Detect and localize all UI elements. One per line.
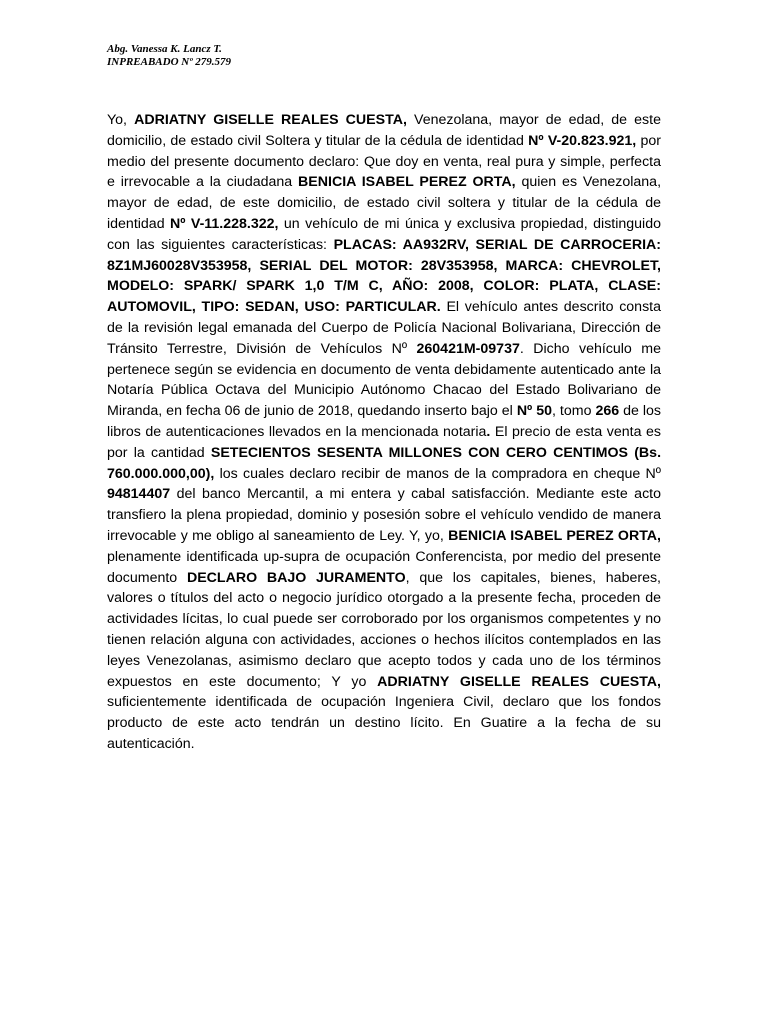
text-run: plenamente identificada up-supra de ocupación Conferencista, por medio del presente documento [107, 548, 661, 586]
bold-text-run: Nº 50 [516, 403, 552, 420]
text-run: El vehículo antes descrito consta de la revisión legal emanada del Cuerpo de Policía Nacional Bolivariana, Dirección de Tránsito Terrestre, División de Vehículos Nº [107, 299, 661, 357]
bold-text-run: . [486, 423, 491, 440]
text-run: El precio de esta venta es por la cantidad [107, 423, 661, 461]
text-run: Venezolana, mayor de edad, de este domicilio, de estado civil Soltera y titular de la cédula de identidad [107, 112, 661, 149]
attorney-header [107, 43, 231, 69]
bold-text-run: Nº V-11.228.322, [170, 215, 279, 232]
text-run: del banco Mercantil, a mi entera y cabal satisfacción. Mediante este acto transfiero la plena propiedad, dominio y posesión sobre el vehículo vendido de manera irrevocable y me obligo al saneamiento de Ley. Y, yo, [107, 486, 661, 544]
bold-text-run: PLACAS: AA932RV, SERIAL DE CARROCERIA: 8Z1MJ60028V353958, SERIAL DEL MOTOR: 28V353958, MARCA: CHEVROLET, MODELO: SPARK/ SPARK 1,0 T/M C, AÑO: 2008, COLOR: PLATA, CLASE: AUTOMOVIL, TIPO: SEDAN, USO: PARTICULAR. [107, 236, 661, 316]
text-run: Yo, [107, 112, 135, 128]
bold-text-run: Nº V-20.823.921, [528, 132, 637, 149]
bold-text-run: BENICIA ISABEL PEREZ ORTA, [448, 527, 661, 544]
bold-text-run: ADRIATNY GISELLE REALES CUESTA, [134, 112, 407, 128]
text-run: , tomo [552, 403, 596, 420]
text-run: de los libros de autenticaciones llevados en la mencionada notaria [107, 403, 661, 440]
bold-text-run: DECLARO BAJO JURAMENTO [186, 569, 406, 586]
bold-text-run: ADRIATNY GISELLE REALES CUESTA, [377, 673, 661, 690]
text-run: , que los capitales, bienes, haberes, valores o títulos del acto o negocio jurídico otorgado a la presente fecha, proceden de actividades lícitas, lo cual puede ser corroborado por los organismos competentes y no tienen relación alguna con actividades, acciones o hechos ilícitos contemplados en las leyes Venezolanas, asimismo declaro que acepto todos y cada uno de los términos expuestos en este documento; Y yo [107, 569, 662, 690]
text-run: . Dicho vehículo me pertenece según se evidencia en documento de venta debidamente autenticado ante la Notaría Pública Octava del Municipio Autónomo Chacao del Estado Bolivariano de Miranda, en fecha 06 de junio de 2018, quedando inserto bajo el [107, 340, 661, 420]
text-run: un vehículo de mi única y exclusiva propiedad, distinguido con las siguientes características: [107, 215, 661, 253]
bold-text-run: 260421M-09737 [416, 340, 520, 357]
bold-text-run: SETECIENTOS SESENTA MILLONES CON CERO CENTIMOS (Bs. 760.000.000,00), [107, 444, 662, 482]
bold-text-run: 94814407 [107, 486, 171, 503]
inpreabado-number: INPREABADO Nº 279.579 [107, 56, 232, 68]
bold-text-run: 266 [595, 403, 620, 420]
text-run: suficientemente identificada de ocupación Ingeniera Civil, declaro que los fondos producto de este acto tendrán un destino lícito. En Guatire a la fecha de su autenticación. [107, 694, 661, 752]
document-body [107, 110, 661, 755]
bold-text-run: BENICIA ISABEL PEREZ ORTA, [298, 174, 516, 191]
text-run: los cuales declaro recibir de manos de la compradora en cheque Nº [214, 465, 661, 482]
text-run: quien es Venezolana, mayor de edad, de este domicilio, de estado civil soltera y titular de la cédula de identidad [107, 174, 662, 232]
text-run: por medio del presente documento declaro: Que doy en venta, real pura y simple, perfecta e irrevocable a la ciudadana [107, 132, 661, 191]
attorney-name: Abg. Vanessa K. Lancz T. [107, 43, 222, 55]
